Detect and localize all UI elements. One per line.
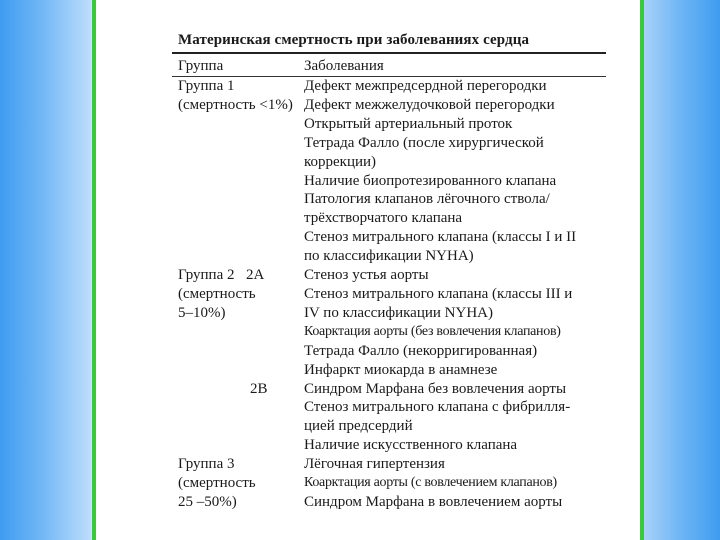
subgroup-2b-label: 2В [250, 380, 268, 397]
disease-line: Синдром Марфана без вовлечения аорты [304, 380, 567, 397]
group-1-section [156, 77, 606, 266]
disease-line: Патология клапанов лёгочного ствола/ [304, 191, 550, 208]
disease-line: Стеноз митрального клапана (классы III и [304, 285, 573, 302]
group-2a-diseases [304, 266, 606, 379]
group-2-label [156, 266, 286, 379]
group-3-name: Группа 3 [178, 456, 235, 473]
header-group: Группа [178, 58, 224, 74]
group-2b-diseases [304, 380, 606, 456]
disease-line: Синдром Марфана в вовлечением аорты [304, 493, 563, 510]
table-title: Материнская смертность при заболеваниях сердца [178, 32, 530, 48]
scanned-table [156, 30, 606, 512]
disease-line: Стеноз митрального клапана с фибрилля- [304, 399, 571, 416]
group-3-diseases [304, 455, 606, 512]
subgroup-2a-label: 2А [246, 267, 265, 284]
top-rule [172, 52, 606, 54]
disease-line: трёхстворчатого клапана [304, 210, 463, 227]
disease-line: Наличие искусственного клапана [304, 437, 518, 454]
disease-line: IV по классификации NYHA) [304, 304, 493, 321]
group-1-name: Группа 1 [178, 78, 235, 94]
header-disease: Заболевания [304, 58, 384, 74]
disease-line: Дефект межпредсердной перегородки [304, 78, 547, 94]
disease-line: Тетрада Фалло (после хирургической [304, 134, 544, 151]
group-3-label [156, 455, 286, 512]
disease-line: Стеноз устья аорты [304, 267, 429, 284]
disease-line: коррекции) [304, 153, 377, 170]
group-1-diseases [304, 77, 606, 266]
disease-line: Стеноз митрального клапана (классы I и II [304, 229, 577, 246]
disease-line: Дефект межжелудочковой перегородки [304, 96, 555, 113]
group-3-section [156, 455, 606, 512]
group-2b-section [156, 380, 606, 456]
disease-line: по классификации NYHA) [304, 248, 474, 265]
group-3-range: 25 –50%) [178, 493, 237, 510]
disease-line: Открытый артериальный проток [304, 115, 513, 132]
group-1-label [156, 77, 293, 266]
disease-line: Лёгочная гипертензия [304, 456, 445, 473]
disease-line: Коарктация аорты (без вовлечения клапанов) [304, 323, 561, 339]
disease-line: Тетрада Фалло (некорригированная) [304, 342, 538, 359]
group-1-mortality: (смертность <1%) [178, 96, 293, 113]
group-2-range: 5–10%) [178, 304, 226, 321]
disease-line: Инфаркт миокарда в анамнезе [304, 361, 498, 378]
group-3-mortality: (смертность [178, 475, 256, 492]
group-2-name: Группа 2 [178, 267, 235, 284]
group-2a-section [156, 266, 606, 379]
disease-line: Наличие биопротезированного клапана [304, 172, 557, 189]
slide-panel [92, 0, 644, 540]
group-2-mortality: (смертность [178, 285, 256, 302]
table-header [156, 56, 606, 76]
disease-line: Коарктация аорты (с вовлечением клапанов) [304, 475, 557, 491]
disease-line: цией предсердий [304, 418, 413, 435]
